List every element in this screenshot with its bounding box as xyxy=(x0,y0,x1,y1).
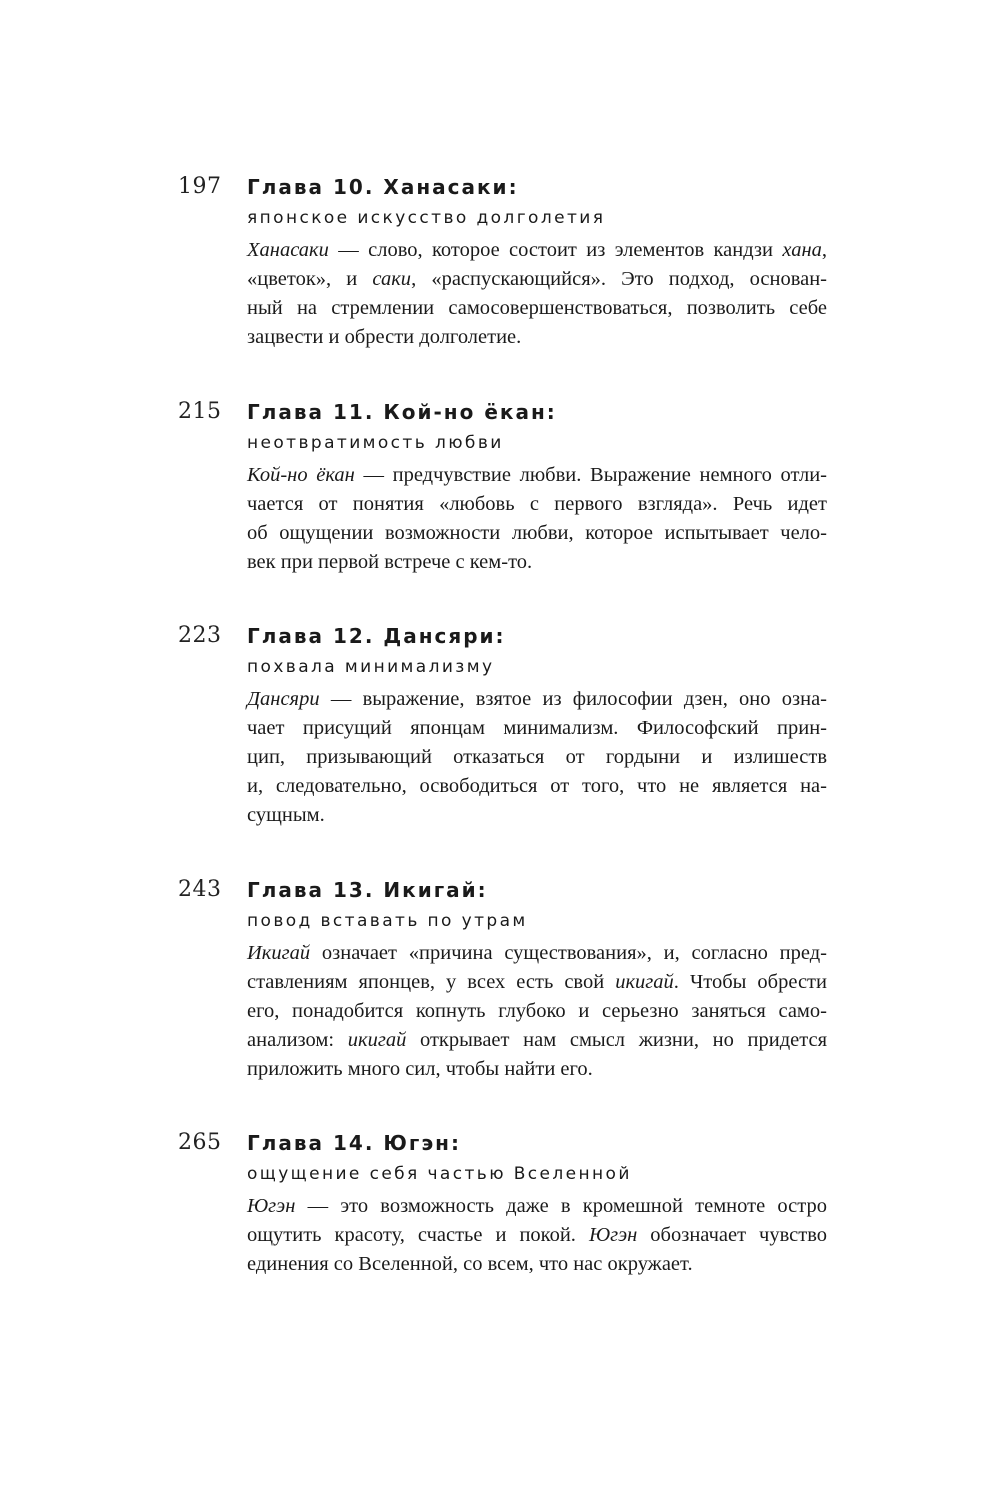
page-number: 265 xyxy=(178,1130,222,1155)
text-run: ставлениям японцев, у всех есть свой xyxy=(247,971,616,993)
text-run: означает «причина существования», и, согласно пред- xyxy=(310,942,827,964)
text-run: его, понадобится копнуть глубоко и серьезно заняться само- xyxy=(247,1000,827,1022)
chapter-heading: Глава 10. Ханасаки: xyxy=(247,175,519,199)
italic-term: Кой-но ёкан xyxy=(247,464,355,486)
description-line xyxy=(247,548,827,577)
text-run: — это возможность даже в кромешной темноте остро xyxy=(295,1195,827,1217)
italic-term: икигай xyxy=(615,971,674,993)
chapter-heading: Глава 12. Дансяри: xyxy=(247,624,506,648)
italic-term: Ханасаки xyxy=(247,239,329,261)
chapter-description xyxy=(247,939,827,1084)
page-number: 243 xyxy=(178,877,222,902)
text-run: и, следовательно, освободиться от того, что не является на- xyxy=(247,775,827,797)
chapter-subheading: ощущение себя частью Вселенной xyxy=(247,1164,632,1184)
chapter-description xyxy=(247,461,827,577)
chapter-heading: Глава 13. Икигай: xyxy=(247,878,488,902)
entry-content xyxy=(247,1128,827,1279)
text-run: — предчувствие любви. Выражение немного отли- xyxy=(354,464,827,486)
description-line xyxy=(247,772,827,801)
italic-term: Югэн xyxy=(247,1195,296,1217)
chapter-subheading: японское искусство долголетия xyxy=(247,208,606,228)
description-line xyxy=(247,490,827,519)
text-run: чается от понятия «любовь с первого взгляда». Речь идет xyxy=(247,493,827,515)
text-run: открывает нам смысл жизни, но придется xyxy=(406,1029,827,1051)
text-run: об ощущении возможности любви, которое испытывает чело- xyxy=(247,522,827,544)
description-line xyxy=(247,265,827,294)
chapter-description xyxy=(247,685,827,830)
description-line xyxy=(247,323,827,352)
description-line xyxy=(247,294,827,323)
text-run: единения со Вселенной, со всем, что нас окружает. xyxy=(247,1253,693,1275)
text-run: — слово, которое состоит из элементов кандзи xyxy=(328,239,783,261)
description-line xyxy=(247,1250,827,1279)
chapter-heading: Глава 11. Кой-но ёкан: xyxy=(247,400,557,424)
description-line xyxy=(247,1221,827,1250)
description-line xyxy=(247,1192,827,1221)
text-run: «цветок», и xyxy=(247,268,373,290)
text-run: цип, призывающий отказаться от гордыни и излишеств xyxy=(247,746,827,768)
text-run: ощутить красоту, счастье и покой. xyxy=(247,1224,589,1246)
description-line xyxy=(247,461,827,490)
description-line xyxy=(247,519,827,548)
text-run: ный на стремлении самосовершенствоваться, позволить себе xyxy=(247,297,827,319)
description-line xyxy=(247,968,827,997)
chapter-description xyxy=(247,236,827,352)
italic-term: саки xyxy=(372,268,412,290)
description-line xyxy=(247,801,827,830)
text-run: век при первой встрече с кем-то. xyxy=(247,551,533,573)
entry-content xyxy=(247,875,827,1084)
description-line xyxy=(247,743,827,772)
description-line xyxy=(247,236,827,265)
text-run: — выражение, взятое из философии дзен, оно озна- xyxy=(319,688,827,710)
italic-term: Икигай xyxy=(247,942,311,964)
entry-content xyxy=(247,621,827,830)
page-number: 197 xyxy=(178,174,222,199)
italic-term: хана xyxy=(782,239,822,261)
text-run: зацвести и обрести долголетие. xyxy=(247,326,522,348)
entry-content xyxy=(247,172,827,352)
text-run: , xyxy=(821,239,827,261)
text-run: , «распускающийся». Это подход, основан- xyxy=(411,268,828,290)
description-line xyxy=(247,939,827,968)
italic-term: Дансяри xyxy=(247,688,320,710)
chapter-subheading: похвала минимализму xyxy=(247,657,495,677)
text-run: сущным. xyxy=(247,804,325,826)
italic-term: икигай xyxy=(347,1029,407,1051)
page-number: 215 xyxy=(178,399,222,424)
page-number: 223 xyxy=(178,623,222,648)
description-line xyxy=(247,1026,827,1055)
text-run: анализом: xyxy=(247,1029,348,1051)
italic-term: Югэн xyxy=(588,1224,638,1246)
text-run: чает присущий японцам минимализм. Философский прин- xyxy=(247,717,827,739)
chapter-description xyxy=(247,1192,827,1279)
description-line xyxy=(247,1055,827,1084)
description-line xyxy=(247,685,827,714)
text-run: приложить много сил, чтобы найти его. xyxy=(247,1058,593,1080)
chapter-subheading: неотвратимость любви xyxy=(247,433,504,453)
text-run: обозначает чувство xyxy=(637,1224,827,1246)
description-line xyxy=(247,714,827,743)
text-run: . Чтобы обрести xyxy=(673,971,827,993)
description-line xyxy=(247,997,827,1026)
entry-content xyxy=(247,397,827,577)
chapter-heading: Глава 14. Югэн: xyxy=(247,1131,461,1155)
chapter-subheading: повод вставать по утрам xyxy=(247,911,528,931)
